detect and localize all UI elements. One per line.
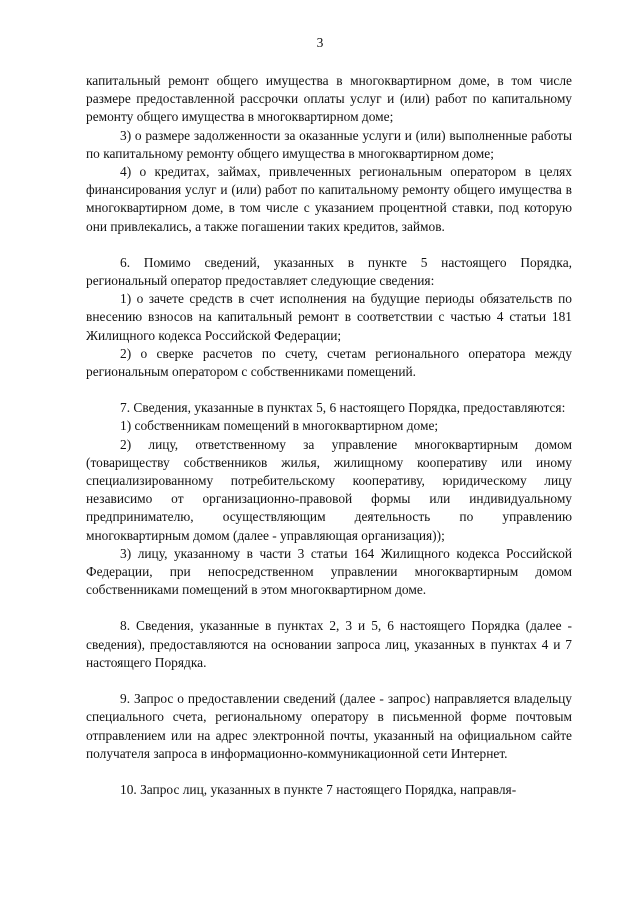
paragraph-gap	[86, 599, 572, 617]
paragraph: 1) собственникам помещений в многоквартирном доме;	[120, 418, 439, 434]
paragraph: 3) о размере задолженности за оказанные услуги и (или) выполненные работы по капитальному ремонту общего имущества в многоквартирном доме;	[86, 127, 572, 161]
paragraph-gap	[86, 763, 572, 781]
paragraph: 7. Сведения, указанные в пунктах 5, 6 настоящего Порядка, предоставляются:	[120, 400, 566, 416]
paragraph-gap	[86, 236, 572, 254]
paragraph: 1) о зачете средств в счет исполнения на будущие периоды обязательств по внесению взносов на капитальный ремонт в соответствии с частью 4 статьи 181 Жилищного кодекса Российской Федерации;	[86, 291, 572, 343]
paragraph: капитальный ремонт общего имущества в многоквартирном доме, в том числе размере предоставленной рассрочки оплаты услуг и (или) работ по капитальному ремонту общего имущества в многоквартирном доме;	[86, 73, 572, 125]
document-body	[86, 72, 572, 799]
page-number: 3	[316, 35, 324, 50]
paragraph: 3) лицу, указанному в части 3 статьи 164 Жилищного кодекса Российской Федерации, при непосредственном управлении многоквартирным домом собственниками помещений в этом многоквартирном доме.	[86, 545, 572, 598]
paragraph: 4) о кредитах, займах, привлеченных региональным оператором в целях финансирования услуг и (или) работ по капитальному ремонту общего имущества в многоквартирном доме, в том числе с указанием процентной ставки, под которую они привлекались, а также погашении таких кредитов, займов.	[86, 164, 572, 234]
paragraph: 10. Запрос лиц, указанных в пункте 7 настоящего Порядка, направля-	[120, 781, 517, 797]
paragraph-gap	[86, 672, 572, 690]
paragraph: 6. Помимо сведений, указанных в пункте 5 настоящего Порядка, региональный оператор предоставляет следующие сведения:	[86, 254, 572, 289]
paragraph: 9. Запрос о предоставлении сведений (далее - запрос) направляется владельцу специального счета, региональному оператору в письменной форме почтовым отправлением или на адрес электронной почты, указанный на официальном сайте получателя запроса в информационно-коммуникационной сети Интернет.	[86, 691, 572, 761]
paragraph: 2) лицу, ответственному за управление многоквартирным домом (товариществу собственников жилья, жилищному кооперативу или иному специализированному потребительскому кооперативу, юридическому лицу независимо от организационно-правовой формы или индивидуальному предпринимателю, осуществляющим деятельность по управлению многоквартирным домом (далее - управляющая организация));	[86, 436, 572, 543]
paragraph-gap	[86, 381, 572, 399]
paragraph: 8. Сведения, указанные в пунктах 2, 3 и 5, 6 настоящего Порядка (далее - сведения), предоставляются на основании запроса лиц, указанных в пунктах 4 и 7 настоящего Порядка.	[86, 618, 572, 670]
paragraph: 2) о сверке расчетов по счету, счетам регионального оператора между региональным оператором с собственниками помещений.	[86, 345, 572, 380]
